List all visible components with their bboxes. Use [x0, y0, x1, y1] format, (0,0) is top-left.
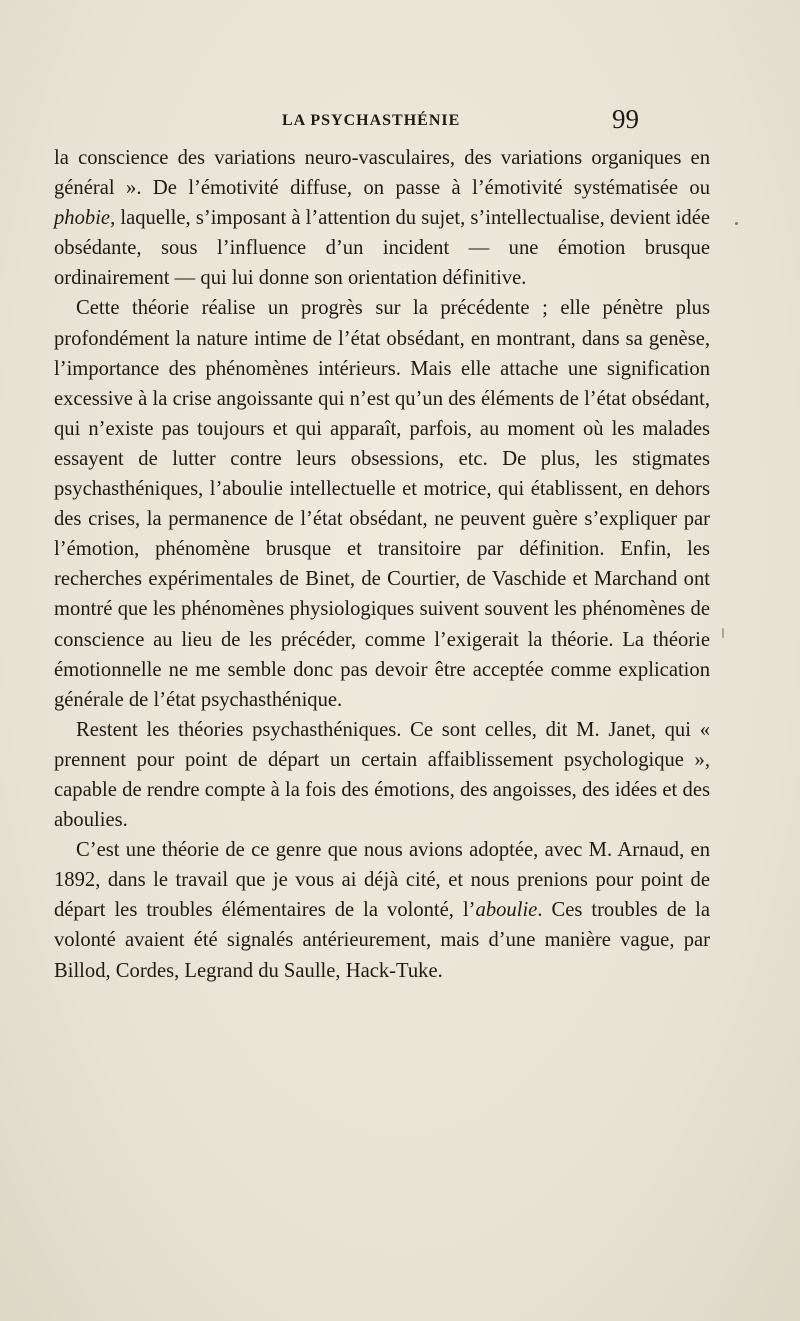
text-run: la conscience des variations neuro-vasculaires, des variations organiques en général ». De l’émotivité diffuse, on passe à l’émotivité systématisée ou [54, 147, 710, 200]
running-title: LA PSYCHASTHÉNIE [282, 112, 461, 129]
paragraph [54, 293, 710, 714]
text-run: Restent les théories psychasthéniques. Ce sont celles, dit M. Janet, qui « prennent pour point de départ un certain affaiblissement psychologique », capable de rendre compte à la fois des émotions, des angoisses, des idées et des aboulies. [54, 718, 710, 832]
italic-term: aboulie [475, 899, 538, 922]
print-speck [722, 628, 724, 638]
text-run: , laquelle, s’imposant à l’attention du sujet, s’intellectualise, devient idée obsédante, sous l’influence d’un incident — une émotion brusque ordinairement — qui lui donne son orientation définitive. [54, 207, 710, 290]
body-text [54, 143, 710, 986]
text-run: C’est une théorie de ce genre que nous avions adoptée, avec M. Arnaud, en 1892, dans le travail que je vous ai déjà cité, et nous prenions pour point de départ les troubles élémentaires de la volonté, l’ [54, 839, 710, 922]
page-number: 99 [612, 104, 639, 134]
text-run: Cette théorie réalise un progrès sur la précédente ; elle pénètre plus profondément la nature intime de l’état obsédant, en montrant, dans sa genèse, l’importance des phénomènes intérieurs. Mais elle attache une signification excessive à la crise angoissante qui n’est qu’un des éléments de l’état obsédant, qui n’existe pas toujours et qui apparaît, parfois, au moment où les malades essayent de lutter contre leurs obsessions, etc. De plus, les stigmates psychasthéniques, l’aboulie intellectuelle et motrice, qui établissent, en dehors des crises, la permanence de l’état obsédant, ne peuvent guère s’expliquer par l’émotion, phénomène brusque et transitoire par définition. Enfin, les recherches expérimentales de Binet, de Courtier, de Vaschide et Marchand ont montré que les phénomènes physiologiques suivent souvent les phénomènes de conscience au lieu de les précéder, comme l’exigerait la théorie. La théorie émotionnelle ne me semble donc pas devoir être acceptée comme explication générale de l’état psychasthénique. [54, 297, 710, 711]
page-header [0, 104, 800, 138]
italic-term: phobie [54, 207, 111, 230]
paragraph [54, 143, 710, 293]
paragraph [54, 715, 710, 835]
paragraph [54, 835, 710, 985]
text-run: . Ces troubles de la volonté avaient été signalés antérieurement, mais d’une manière vague, par Billod, Cordes, Legrand du Saulle, Hack-Tuke. [54, 899, 710, 982]
print-speck [735, 222, 738, 225]
